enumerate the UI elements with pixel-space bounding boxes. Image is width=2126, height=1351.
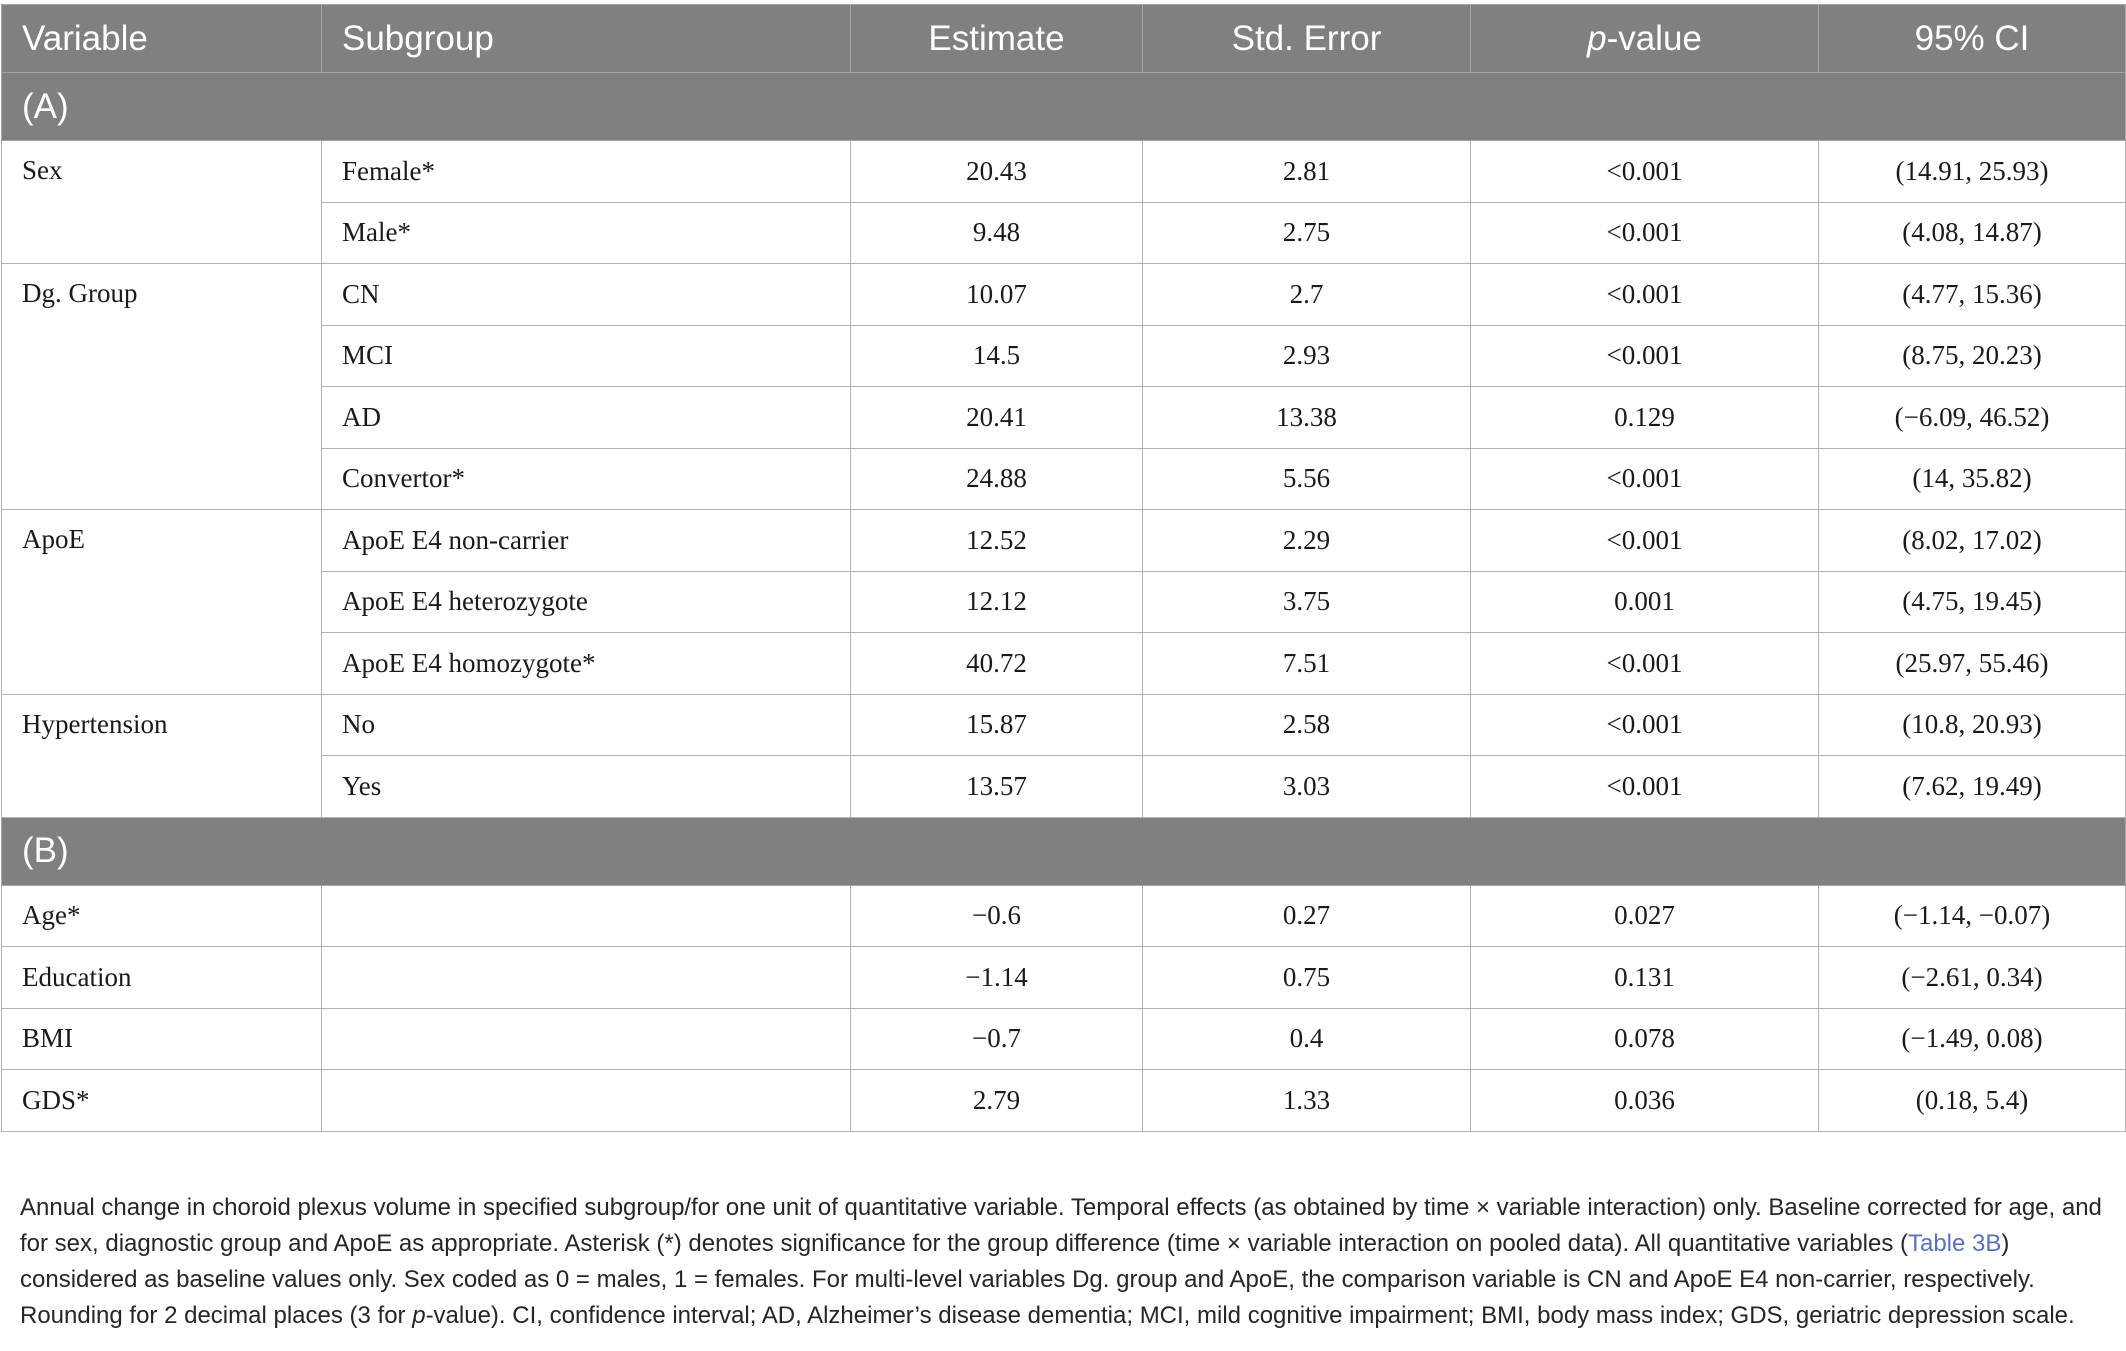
ci-cell: (14.91, 25.93) [1819,141,2126,203]
estimate-cell: 10.07 [851,264,1143,326]
estimate-cell: 2.79 [851,1070,1143,1132]
p-cell: 0.129 [1471,387,1819,449]
subgroup-cell: MCI [322,325,851,387]
p-cell: <0.001 [1471,325,1819,387]
estimate-cell: −1.14 [851,947,1143,1009]
p-cell: <0.001 [1471,202,1819,264]
subgroup-cell [322,885,851,947]
header-std-error: Std. Error [1143,5,1471,73]
subgroup-cell: Male* [322,202,851,264]
estimate-cell: 20.41 [851,387,1143,449]
subgroup-cell: ApoE E4 non-carrier [322,510,851,572]
variable-cell: Hypertension [2,694,322,817]
table-row [2,141,2126,203]
header-p-suffix: -value [1606,18,1702,58]
header-row [2,5,2126,73]
se-cell: 2.7 [1143,264,1471,326]
subgroup-cell: ApoE E4 heterozygote [322,571,851,633]
ci-cell: (10.8, 20.93) [1819,694,2126,756]
p-cell: 0.036 [1471,1070,1819,1132]
header-variable: Variable [2,5,322,73]
estimate-cell: 12.12 [851,571,1143,633]
subgroup-cell [322,1070,851,1132]
section-b-label: (B) [2,817,2126,885]
se-cell: 2.29 [1143,510,1471,572]
footnote-part-1: Annual change in choroid plexus volume in specified subgroup/for one unit of quantitative variable. Temporal effects (as obtained by time × variable interaction) only. Baseline corrected for age, and for sex, diagnostic group and ApoE as appropriate. Asterisk (*) denotes significance for the group difference (time × variable interaction on pooled data). All quantitative variables ( [20,1194,2102,1257]
subgroup-cell: CN [322,264,851,326]
se-cell: 2.81 [1143,141,1471,203]
subgroup-cell [322,1008,851,1070]
estimate-cell: 20.43 [851,141,1143,203]
ci-cell: (−1.14, −0.07) [1819,885,2126,947]
variable-cell: Education [2,947,322,1009]
ci-cell: (25.97, 55.46) [1819,633,2126,695]
se-cell: 3.75 [1143,571,1471,633]
variable-cell: BMI [2,1008,322,1070]
p-cell: 0.001 [1471,571,1819,633]
subgroup-cell: ApoE E4 homozygote* [322,633,851,695]
header-p-italic: p [1587,18,1607,58]
se-cell: 13.38 [1143,387,1471,449]
header-ci: 95% CI [1819,5,2126,73]
se-cell: 2.58 [1143,694,1471,756]
p-cell: <0.001 [1471,756,1819,818]
p-cell: <0.001 [1471,633,1819,695]
table-row [2,264,2126,326]
section-a-label: (A) [2,73,2126,141]
section-a-row [2,73,2126,141]
estimate-cell: 24.88 [851,448,1143,510]
table-row [2,1070,2126,1132]
ci-cell: (4.75, 19.45) [1819,571,2126,633]
ci-cell: (4.77, 15.36) [1819,264,2126,326]
p-cell: <0.001 [1471,694,1819,756]
se-cell: 7.51 [1143,633,1471,695]
ci-cell: (4.08, 14.87) [1819,202,2126,264]
estimate-cell: 15.87 [851,694,1143,756]
variable-cell: Dg. Group [2,264,322,510]
p-cell: <0.001 [1471,510,1819,572]
estimate-cell: −0.7 [851,1008,1143,1070]
p-cell: 0.078 [1471,1008,1819,1070]
p-cell: 0.131 [1471,947,1819,1009]
section-b-row [2,817,2126,885]
ci-cell: (−2.61, 0.34) [1819,947,2126,1009]
se-cell: 2.75 [1143,202,1471,264]
table-footnote [20,1190,2115,1334]
results-table-container [0,4,2126,1132]
footnote-part-3: -value). CI, confidence interval; AD, Alzheimer’s disease dementia; MCI, mild cognitive impairment; BMI, body mass index; GDS, geriatric depression scale. [425,1302,2075,1329]
footnote-part-2: ) considered as baseline values only. Sex coded as 0 = males, 1 = females. For multi-level variables Dg. group and ApoE, the comparison variable is CN and ApoE E4 non-carrier, respectively. Rounding for 2 decimal places (3 for [20,1230,2035,1329]
variable-cell: Sex [2,141,322,264]
table-row [2,510,2126,572]
variable-cell: ApoE [2,510,322,695]
se-cell: 0.4 [1143,1008,1471,1070]
se-cell: 2.93 [1143,325,1471,387]
ci-cell: (−1.49, 0.08) [1819,1008,2126,1070]
ci-cell: (14, 35.82) [1819,448,2126,510]
p-cell: <0.001 [1471,141,1819,203]
estimate-cell: −0.6 [851,885,1143,947]
header-estimate: Estimate [851,5,1143,73]
ci-cell: (−6.09, 46.52) [1819,387,2126,449]
subgroup-cell [322,947,851,1009]
estimate-cell: 12.52 [851,510,1143,572]
header-p-value [1471,5,1819,73]
subgroup-cell: Female* [322,141,851,203]
header-subgroup: Subgroup [322,5,851,73]
se-cell: 1.33 [1143,1070,1471,1132]
ci-cell: (0.18, 5.4) [1819,1070,2126,1132]
se-cell: 0.27 [1143,885,1471,947]
subgroup-cell: No [322,694,851,756]
table-row [2,1008,2126,1070]
table-row [2,947,2126,1009]
ci-cell: (7.62, 19.49) [1819,756,2126,818]
p-cell: <0.001 [1471,264,1819,326]
ci-cell: (8.02, 17.02) [1819,510,2126,572]
estimate-cell: 9.48 [851,202,1143,264]
se-cell: 5.56 [1143,448,1471,510]
subgroup-cell: AD [322,387,851,449]
table-row [2,694,2126,756]
se-cell: 3.03 [1143,756,1471,818]
table-row [2,885,2126,947]
estimate-cell: 40.72 [851,633,1143,695]
ci-cell: (8.75, 20.23) [1819,325,2126,387]
results-table [1,4,2126,1132]
variable-cell: Age* [2,885,322,947]
p-cell: <0.001 [1471,448,1819,510]
estimate-cell: 14.5 [851,325,1143,387]
subgroup-cell: Yes [322,756,851,818]
variable-cell: GDS* [2,1070,322,1132]
estimate-cell: 13.57 [851,756,1143,818]
table-3b-link[interactable]: Table 3B [1907,1230,2002,1257]
p-cell: 0.027 [1471,885,1819,947]
se-cell: 0.75 [1143,947,1471,1009]
footnote-p-italic: p [412,1302,426,1329]
subgroup-cell: Convertor* [322,448,851,510]
